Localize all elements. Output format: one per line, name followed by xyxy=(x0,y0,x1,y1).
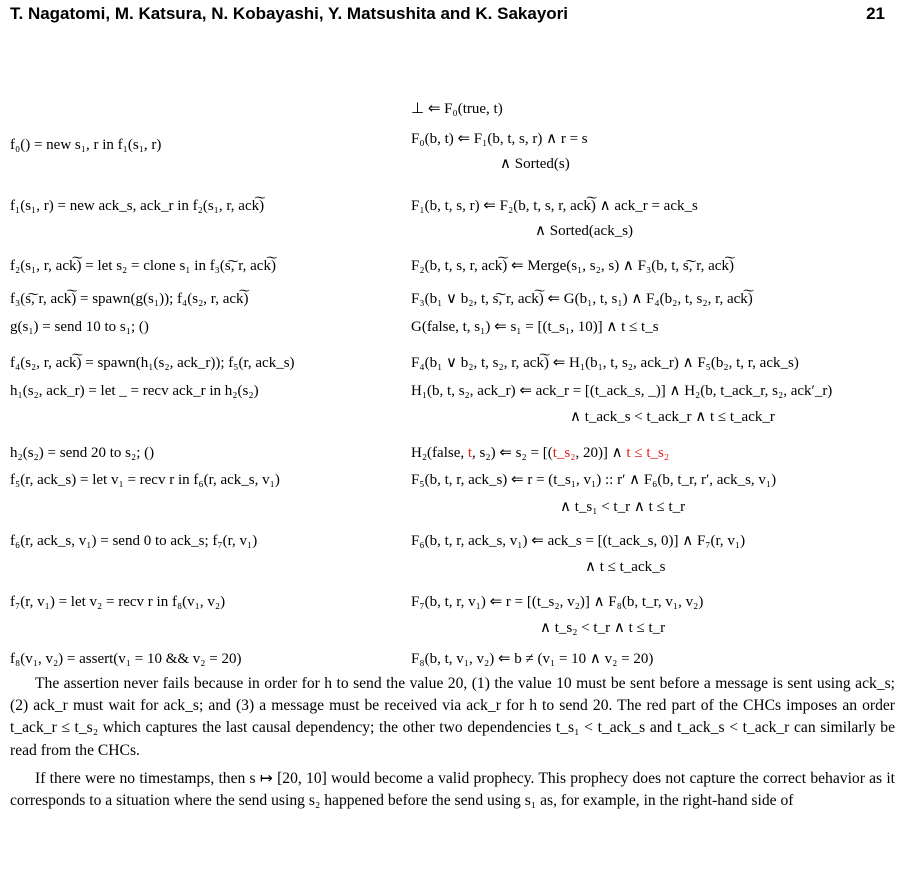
chc-f7-cont: ∧ t_s₂ < t_r ∧ t ≤ t_r xyxy=(540,620,666,636)
program-line-f2: f₂(s₁, r, ack͠) = let s₂ = clone s₁ in f₃(s͠, r, ack͠) xyxy=(10,258,276,274)
chc-f5: F₅(b, t, r, ack_s) ⇐ r = (t_s₁, v₁) :: r′ ∧ F₆(b, t_r, r′, ack_s, v₁) xyxy=(411,472,777,488)
paragraph-assertion: The assertion never fails because in order for h to send the value 20, (1) the value 10 must be sent before a message is sent using ack_s; (2) ack_r must wait for ack_s; and (3) a message must be received via ack_r for h to send 20. The red part of the CHCs imposes an order t_ack_r ≤ t_s₂ which captures the last causal dependency; the other two dependencies t_s₁ < t_ack_s and t_ack_s < t_ack_r can similarly be read from the CHCs. xyxy=(10,675,895,759)
chc-h1-cont: ∧ t_ack_s < t_ack_r ∧ t ≤ t_ack_r xyxy=(570,409,775,425)
program-line-f4: f₄(s₂, r, ack͠) = spawn(h₁(s₂, ack_r)); f₅(r, ack_s) xyxy=(10,355,295,371)
program-line-f8: f₈(v₁, v₂) = assert(v₁ = 10 && v₂ = 20) xyxy=(10,651,242,667)
program-line-f7: f₇(r, v₁) = let v₂ = recv r in f₈(v₁, v₂) xyxy=(10,594,226,610)
chc-f6-cont: ∧ t ≤ t_ack_s xyxy=(585,559,666,575)
chc-h2: H₂(false, t, s₂) ⇐ s₂ = [(t_s₂, 20)] ∧ t ≤ t_s₂ xyxy=(411,445,670,461)
chc-f1-cont: ∧ Sorted(ack_s) xyxy=(535,223,634,239)
chc-f8: F₈(b, t, v₁, v₂) ⇐ b ≠ (v₁ = 10 ∧ v₂ = 20) xyxy=(411,651,654,667)
chc-f7: F₇(b, t, r, v₁) ⇐ r = [(t_s₂, v₂)] ∧ F₈(b, t_r, v₁, v₂) xyxy=(411,594,704,610)
chc-f4: F₄(b₁ ∨ b₂, t, s₂, r, ack͠) ⇐ H₁(b₁, t, s₂, ack_r) ∧ F₅(b₂, t, r, ack_s) xyxy=(411,355,799,371)
chc-f0: F₀(b, t) ⇐ F₁(b, t, s, r) ∧ r = s xyxy=(411,131,588,147)
page-number: 21 xyxy=(866,4,885,23)
body-text xyxy=(10,673,895,812)
chc-f5-cont: ∧ t_s₁ < t_r ∧ t ≤ t_r xyxy=(560,499,686,515)
chc-f2: F₂(b, t, s, r, ack͠) ⇐ Merge(s₁, s₂, s) ∧ F₃(b, t, s͠, r, ack͠) xyxy=(411,258,734,274)
running-authors: T. Nagatomi, M. Katsura, N. Kobayashi, Y. Matsushita and K. Sakayori xyxy=(10,4,569,23)
chc-root: ⊥ ⇐ F₀(true, t) xyxy=(411,101,503,117)
program-line-f3: f₃(s͠, r, ack͠) = spawn(g(s₁)); f₄(s₂, r, ack͠) xyxy=(10,291,249,307)
chc-f0-cont: ∧ Sorted(s) xyxy=(500,156,570,172)
program-line-g: g(s₁) = send 10 to s₁; () xyxy=(10,319,149,335)
chc-f6: F₆(b, t, r, ack_s, v₁) ⇐ ack_s = [(t_ack_s, 0)] ∧ F₇(r, v₁) xyxy=(411,533,746,549)
chc-f1: F₁(b, t, s, r) ⇐ F₂(b, t, s, r, ack͠) ∧ ack_r = ack_s xyxy=(411,198,698,214)
chc-h1: H₁(b, t, s₂, ack_r) ⇐ ack_r = [(t_ack_s, _)] ∧ H₂(b, t_ack_r, s₂, ack′_r) xyxy=(411,383,833,399)
page-header xyxy=(10,4,895,28)
program-line-h2: h₂(s₂) = send 20 to s₂; () xyxy=(10,445,155,461)
paragraph-prophecy: If there were no timestamps, then s ↦ [20, 10] would become a valid prophecy. This prophecy does not capture the correct behavior as it corresponds to a situation where the send using s₂ happened before the send using s₁ as, for example, in the right-hand side of xyxy=(10,769,895,810)
program-line-f5: f₅(r, ack_s) = let v₁ = recv r in f₆(r, ack_s, v₁) xyxy=(10,472,280,488)
program-line-h1: h₁(s₂, ack_r) = let _ = recv ack_r in h₂(s₂) xyxy=(10,383,259,399)
chc-f3: F₃(b₁ ∨ b₂, t, s͠, r, ack͠) ⇐ G(b₁, t, s₁) ∧ F₄(b₂, t, s₂, r, ack͠) xyxy=(411,291,753,307)
program-line-f6: f₆(r, ack_s, v₁) = send 0 to ack_s; f₇(r, v₁) xyxy=(10,533,258,549)
chc-g: G(false, t, s₁) ⇐ s₁ = [(t_s₁, 10)] ∧ t ≤ t_s xyxy=(411,319,659,335)
program-line-f0: f₀() = new s₁, r in f₁(s₁, r) xyxy=(10,137,162,153)
program-line-f1: f₁(s₁, r) = new ack_s, ack_r in f₂(s₁, r, ack͠) xyxy=(10,198,265,214)
